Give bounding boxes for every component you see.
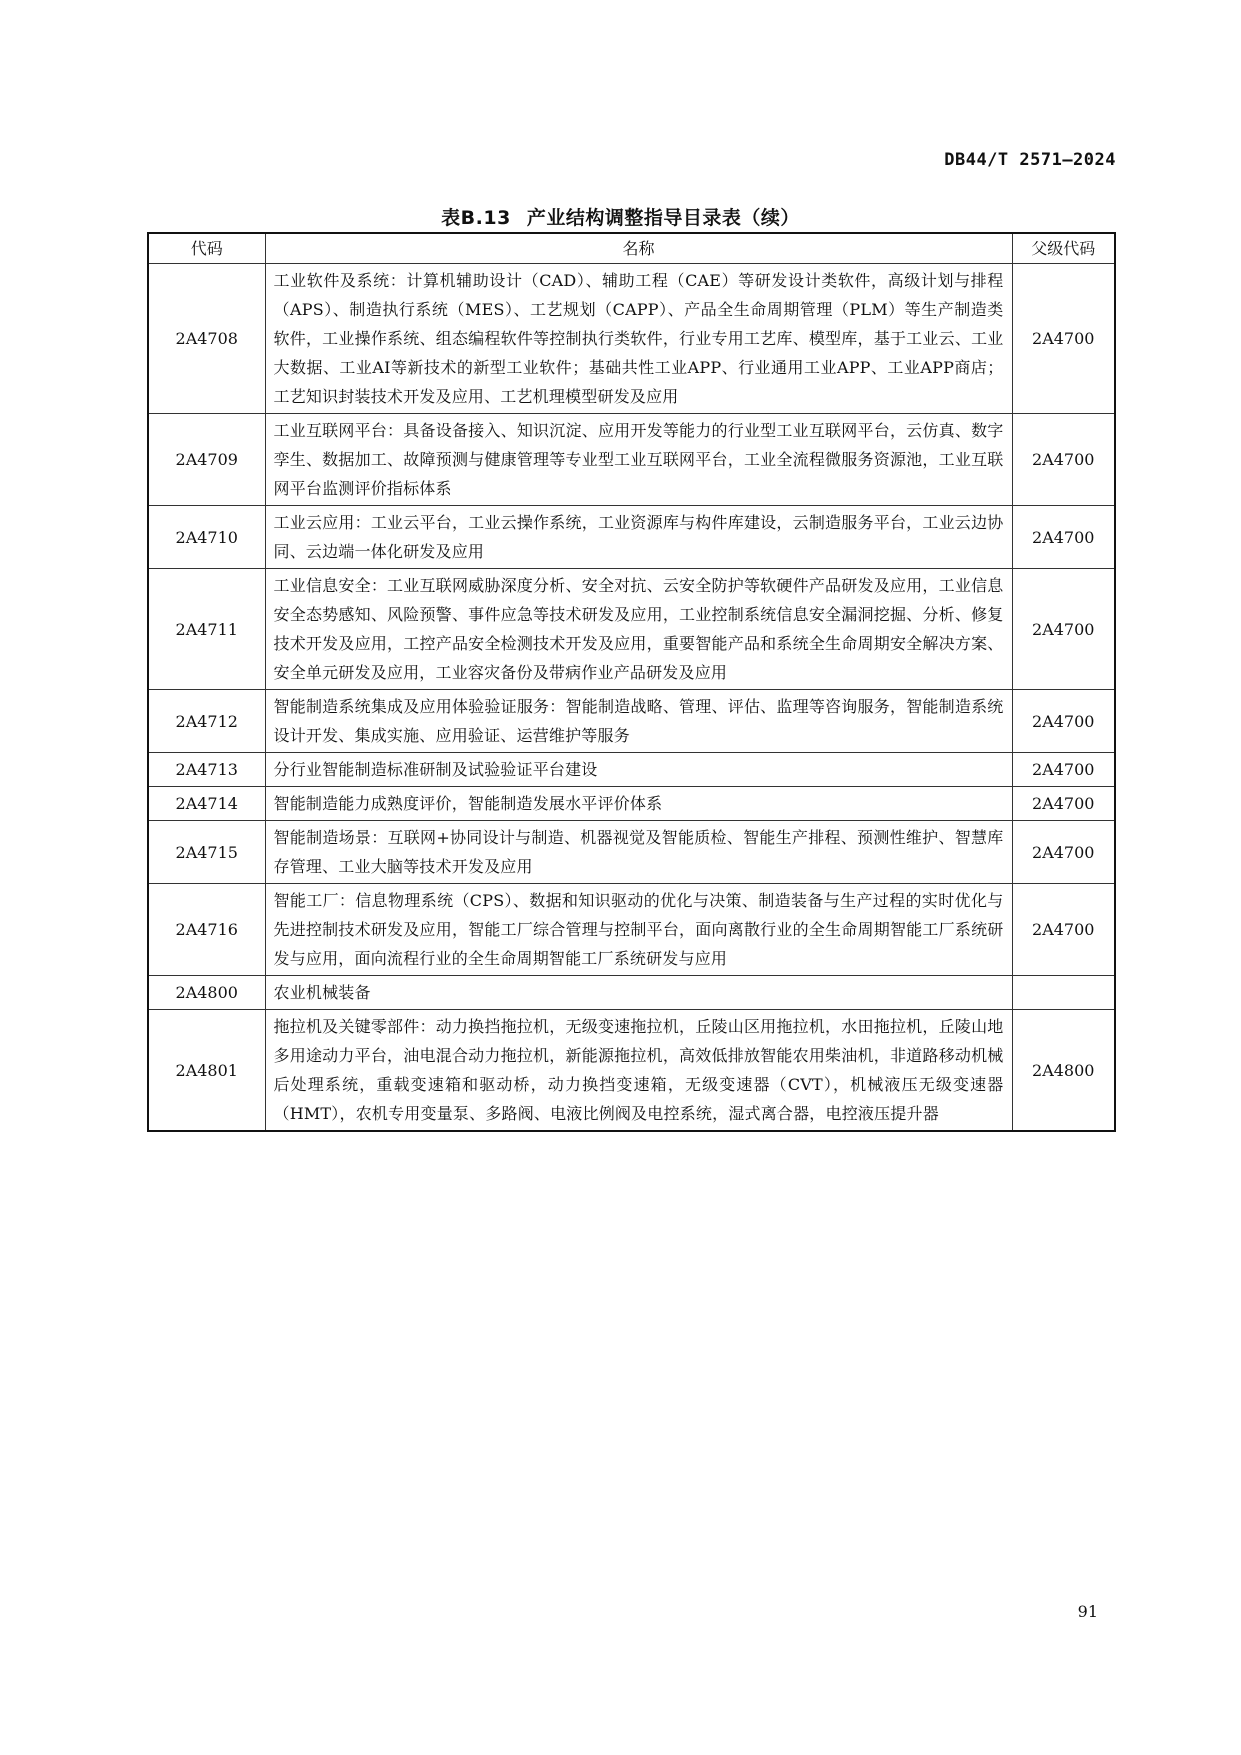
table-row (148, 976, 1115, 1010)
row-code: 2A4801 (148, 1010, 265, 1132)
page-number: 91 (1077, 1602, 1098, 1621)
row-name: 工业云应用：工业云平台，工业云操作系统，工业资源库与构件库建设，云制造服务平台，工业云边协同、云边端一体化研发及应用 (265, 506, 1012, 569)
row-name: 工业信息安全：工业互联网威胁深度分析、安全对抗、云安全防护等软硬件产品研发及应用，工业信息安全态势感知、风险预警、事件应急等技术研发及应用，工业控制系统信息安全漏洞挖掘、分析、修复技术开发及应用，工控产品安全检测技术开发及应用，重要智能产品和系统全生命周期安全解决方案、安全单元研发及应用，工业容灾备份及带病作业产品研发及应用 (265, 569, 1012, 690)
row-code: 2A4715 (148, 821, 265, 884)
row-code: 2A4716 (148, 884, 265, 976)
header-parent-code: 父级代码 (1012, 233, 1115, 264)
table-title (0, 203, 1241, 230)
row-name: 农业机械装备 (265, 976, 1012, 1010)
header-name: 名称 (265, 233, 1012, 264)
table-row (148, 753, 1115, 787)
row-parent-code: 2A4700 (1012, 690, 1115, 753)
catalog-table (147, 232, 1116, 1132)
row-parent-code: 2A4700 (1012, 884, 1115, 976)
row-parent-code: 2A4700 (1012, 414, 1115, 506)
row-name: 工业软件及系统：计算机辅助设计（CAD）、辅助工程（CAE）等研发设计类软件，高级计划与排程（APS）、制造执行系统（MES）、工艺规划（CAPP）、产品全生命周期管理（PLM）等生产制造类软件，工业操作系统、组态编程软件等控制执行类软件，行业专用工艺库、模型库，基于工业云、工业大数据、工业AI等新技术的新型工业软件；基础共性工业APP、行业通用工业APP、工业APP商店；工艺知识封装技术开发及应用、工艺机理模型研发及应用 (265, 264, 1012, 414)
table-row (148, 884, 1115, 976)
row-name: 智能制造能力成熟度评价，智能制造发展水平评价体系 (265, 787, 1012, 821)
row-parent-code (1012, 976, 1115, 1010)
row-parent-code: 2A4700 (1012, 753, 1115, 787)
row-code: 2A4708 (148, 264, 265, 414)
row-name: 拖拉机及关键零部件：动力换挡拖拉机，无级变速拖拉机，丘陵山区用拖拉机，水田拖拉机，丘陵山地多用途动力平台，油电混合动力拖拉机，新能源拖拉机，高效低排放智能农用柴油机，非道路移动机械后处理系统，重载变速箱和驱动桥，动力换挡变速箱，无级变速器（CVT），机械液压无级变速器（HMT），农机专用变量泵、多路阀、电液比例阀及电控系统，湿式离合器，电控液压提升器 (265, 1010, 1012, 1132)
row-parent-code: 2A4700 (1012, 821, 1115, 884)
table-number: 表B.13 (441, 207, 511, 229)
row-parent-code: 2A4700 (1012, 787, 1115, 821)
row-code: 2A4711 (148, 569, 265, 690)
table-row (148, 414, 1115, 506)
table-row (148, 1010, 1115, 1132)
table-row (148, 569, 1115, 690)
row-code: 2A4713 (148, 753, 265, 787)
header-code: 代码 (148, 233, 265, 264)
table-header-row (148, 233, 1115, 264)
row-parent-code: 2A4700 (1012, 264, 1115, 414)
table-row (148, 264, 1115, 414)
table-row (148, 787, 1115, 821)
row-name: 分行业智能制造标准研制及试验验证平台建设 (265, 753, 1012, 787)
row-parent-code: 2A4800 (1012, 1010, 1115, 1132)
table-row (148, 821, 1115, 884)
row-code: 2A4714 (148, 787, 265, 821)
document-code: DB44/T 2571—2024 (944, 150, 1116, 170)
row-name: 智能工厂：信息物理系统（CPS）、数据和知识驱动的优化与决策、制造装备与生产过程的实时优化与先进控制技术研发及应用，智能工厂综合管理与控制平台，面向离散行业的全生命周期智能工厂系统研发与应用，面向流程行业的全生命周期智能工厂系统研发与应用 (265, 884, 1012, 976)
row-name: 智能制造系统集成及应用体验验证服务：智能制造战略、管理、评估、监理等咨询服务，智能制造系统设计开发、集成实施、应用验证、运营维护等服务 (265, 690, 1012, 753)
row-name: 智能制造场景：互联网+协同设计与制造、机器视觉及智能质检、智能生产排程、预测性维护、智慧库存管理、工业大脑等技术开发及应用 (265, 821, 1012, 884)
table-row (148, 690, 1115, 753)
table-row (148, 506, 1115, 569)
row-code: 2A4712 (148, 690, 265, 753)
table-title-text: 产业结构调整指导目录表（续） (526, 207, 800, 229)
row-parent-code: 2A4700 (1012, 506, 1115, 569)
row-code: 2A4709 (148, 414, 265, 506)
row-code: 2A4800 (148, 976, 265, 1010)
row-parent-code: 2A4700 (1012, 569, 1115, 690)
row-code: 2A4710 (148, 506, 265, 569)
row-name: 工业互联网平台：具备设备接入、知识沉淀、应用开发等能力的行业型工业互联网平台，云仿真、数字孪生、数据加工、故障预测与健康管理等专业型工业互联网平台，工业全流程微服务资源池，工业互联网平台监测评价指标体系 (265, 414, 1012, 506)
